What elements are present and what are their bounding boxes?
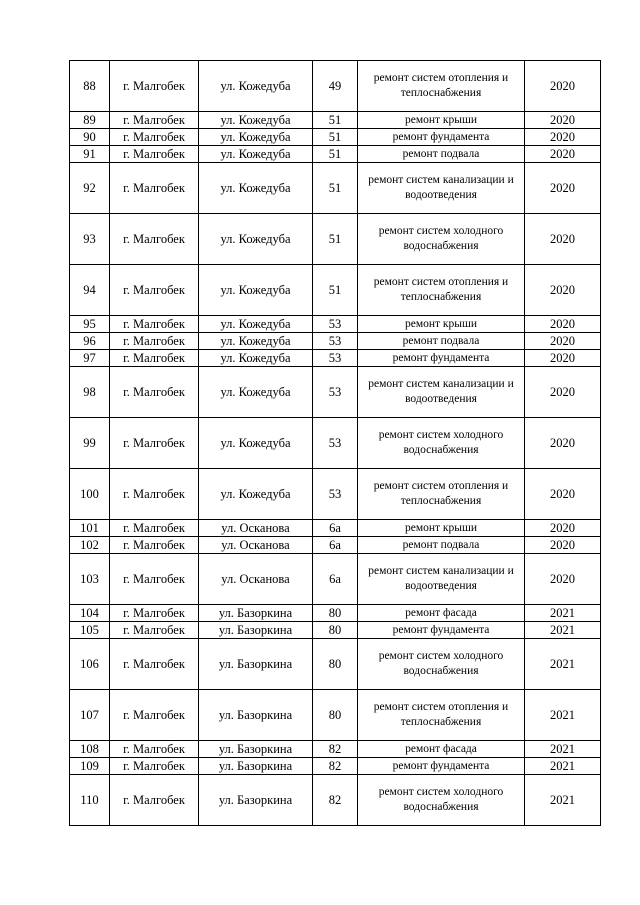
year-cell: 2021 [525, 639, 601, 690]
year-cell: 2020 [525, 418, 601, 469]
city-cell: г. Малгобек [110, 418, 199, 469]
city-cell: г. Малгобек [110, 605, 199, 622]
house-number-cell: 51 [313, 265, 358, 316]
street-cell: ул. Кожедуба [199, 316, 313, 333]
work-type-cell: ремонт фундамента [358, 758, 525, 775]
street-cell: ул. Базоркина [199, 605, 313, 622]
year-cell: 2020 [525, 129, 601, 146]
row-number-cell: 108 [70, 741, 110, 758]
city-cell: г. Малгобек [110, 367, 199, 418]
row-number-cell: 98 [70, 367, 110, 418]
city-cell: г. Малгобек [110, 316, 199, 333]
street-cell: ул. Кожедуба [199, 146, 313, 163]
work-type-cell: ремонт фундамента [358, 350, 525, 367]
row-number-cell: 101 [70, 520, 110, 537]
house-number-cell: 80 [313, 639, 358, 690]
house-number-cell: 6а [313, 537, 358, 554]
house-number-cell: 51 [313, 146, 358, 163]
work-type-cell: ремонт систем холодного водоснабжения [358, 418, 525, 469]
street-cell: ул. Кожедуба [199, 112, 313, 129]
house-number-cell: 51 [313, 163, 358, 214]
row-number-cell: 92 [70, 163, 110, 214]
work-type-cell: ремонт систем холодного водоснабжения [358, 639, 525, 690]
city-cell: г. Малгобек [110, 333, 199, 350]
table-row [70, 214, 601, 265]
street-cell: ул. Кожедуба [199, 367, 313, 418]
row-number-cell: 96 [70, 333, 110, 350]
city-cell: г. Малгобек [110, 129, 199, 146]
street-cell: ул. Кожедуба [199, 333, 313, 350]
street-cell: ул. Осканова [199, 520, 313, 537]
work-type-cell: ремонт систем холодного водоснабжения [358, 214, 525, 265]
house-number-cell: 6а [313, 520, 358, 537]
work-type-cell: ремонт фундамента [358, 622, 525, 639]
year-cell: 2021 [525, 758, 601, 775]
house-number-cell: 80 [313, 622, 358, 639]
work-type-cell: ремонт систем холодного водоснабжения [358, 775, 525, 826]
street-cell: ул. Кожедуба [199, 163, 313, 214]
street-cell: ул. Базоркина [199, 758, 313, 775]
work-type-cell: ремонт систем канализации и водоотведения [358, 554, 525, 605]
year-cell: 2020 [525, 316, 601, 333]
street-cell: ул. Базоркина [199, 639, 313, 690]
city-cell: г. Малгобек [110, 741, 199, 758]
table-row [70, 639, 601, 690]
row-number-cell: 100 [70, 469, 110, 520]
work-type-cell: ремонт систем отопления и теплоснабжения [358, 265, 525, 316]
street-cell: ул. Кожедуба [199, 350, 313, 367]
row-number-cell: 103 [70, 554, 110, 605]
row-number-cell: 106 [70, 639, 110, 690]
work-type-cell: ремонт систем отопления и теплоснабжения [358, 61, 525, 112]
work-type-cell: ремонт систем отопления и теплоснабжения [358, 690, 525, 741]
year-cell: 2020 [525, 367, 601, 418]
street-cell: ул. Кожедуба [199, 265, 313, 316]
row-number-cell: 104 [70, 605, 110, 622]
row-number-cell: 95 [70, 316, 110, 333]
row-number-cell: 105 [70, 622, 110, 639]
year-cell: 2021 [525, 622, 601, 639]
table-row [70, 61, 601, 112]
city-cell: г. Малгобек [110, 214, 199, 265]
table-row [70, 758, 601, 775]
row-number-cell: 97 [70, 350, 110, 367]
row-number-cell: 99 [70, 418, 110, 469]
house-number-cell: 80 [313, 690, 358, 741]
street-cell: ул. Базоркина [199, 690, 313, 741]
city-cell: г. Малгобек [110, 146, 199, 163]
year-cell: 2020 [525, 350, 601, 367]
row-number-cell: 93 [70, 214, 110, 265]
work-type-cell: ремонт фундамента [358, 129, 525, 146]
city-cell: г. Малгобек [110, 622, 199, 639]
table-row [70, 469, 601, 520]
city-cell: г. Малгобек [110, 690, 199, 741]
row-number-cell: 91 [70, 146, 110, 163]
year-cell: 2020 [525, 520, 601, 537]
house-number-cell: 82 [313, 758, 358, 775]
row-number-cell: 107 [70, 690, 110, 741]
year-cell: 2020 [525, 146, 601, 163]
table-row [70, 146, 601, 163]
year-cell: 2020 [525, 163, 601, 214]
table-row [70, 112, 601, 129]
street-cell: ул. Базоркина [199, 775, 313, 826]
row-number-cell: 90 [70, 129, 110, 146]
year-cell: 2020 [525, 61, 601, 112]
street-cell: ул. Кожедуба [199, 61, 313, 112]
row-number-cell: 110 [70, 775, 110, 826]
table-row [70, 741, 601, 758]
table-row [70, 129, 601, 146]
work-type-cell: ремонт систем канализации и водоотведения [358, 367, 525, 418]
house-number-cell: 53 [313, 367, 358, 418]
table-row [70, 367, 601, 418]
row-number-cell: 89 [70, 112, 110, 129]
city-cell: г. Малгобек [110, 639, 199, 690]
city-cell: г. Малгобек [110, 537, 199, 554]
table-row [70, 418, 601, 469]
table-row [70, 622, 601, 639]
house-number-cell: 53 [313, 469, 358, 520]
row-number-cell: 109 [70, 758, 110, 775]
street-cell: ул. Кожедуба [199, 214, 313, 265]
city-cell: г. Малгобек [110, 350, 199, 367]
house-number-cell: 53 [313, 350, 358, 367]
city-cell: г. Малгобек [110, 265, 199, 316]
repair-schedule-table [69, 60, 601, 826]
work-type-cell: ремонт крыши [358, 112, 525, 129]
city-cell: г. Малгобек [110, 61, 199, 112]
city-cell: г. Малгобек [110, 469, 199, 520]
street-cell: ул. Кожедуба [199, 418, 313, 469]
year-cell: 2021 [525, 690, 601, 741]
year-cell: 2020 [525, 112, 601, 129]
work-type-cell: ремонт подвала [358, 537, 525, 554]
row-number-cell: 88 [70, 61, 110, 112]
table-row [70, 690, 601, 741]
street-cell: ул. Базоркина [199, 741, 313, 758]
street-cell: ул. Кожедуба [199, 129, 313, 146]
year-cell: 2020 [525, 265, 601, 316]
city-cell: г. Малгобек [110, 112, 199, 129]
table-row [70, 554, 601, 605]
city-cell: г. Малгобек [110, 775, 199, 826]
table-row [70, 265, 601, 316]
year-cell: 2021 [525, 605, 601, 622]
year-cell: 2021 [525, 775, 601, 826]
work-type-cell: ремонт подвала [358, 146, 525, 163]
house-number-cell: 82 [313, 775, 358, 826]
city-cell: г. Малгобек [110, 554, 199, 605]
work-type-cell: ремонт крыши [358, 316, 525, 333]
street-cell: ул. Осканова [199, 554, 313, 605]
table-row [70, 333, 601, 350]
year-cell: 2020 [525, 333, 601, 350]
table-row [70, 775, 601, 826]
house-number-cell: 53 [313, 316, 358, 333]
work-type-cell: ремонт фасада [358, 741, 525, 758]
street-cell: ул. Осканова [199, 537, 313, 554]
house-number-cell: 51 [313, 129, 358, 146]
row-number-cell: 94 [70, 265, 110, 316]
work-type-cell: ремонт крыши [358, 520, 525, 537]
row-number-cell: 102 [70, 537, 110, 554]
table-body [70, 61, 601, 826]
table-row [70, 316, 601, 333]
house-number-cell: 53 [313, 418, 358, 469]
work-type-cell: ремонт подвала [358, 333, 525, 350]
city-cell: г. Малгобек [110, 758, 199, 775]
year-cell: 2020 [525, 214, 601, 265]
street-cell: ул. Кожедуба [199, 469, 313, 520]
table-row [70, 350, 601, 367]
city-cell: г. Малгобек [110, 163, 199, 214]
house-number-cell: 82 [313, 741, 358, 758]
table-row [70, 520, 601, 537]
house-number-cell: 80 [313, 605, 358, 622]
year-cell: 2020 [525, 537, 601, 554]
house-number-cell: 6а [313, 554, 358, 605]
year-cell: 2021 [525, 741, 601, 758]
city-cell: г. Малгобек [110, 520, 199, 537]
year-cell: 2020 [525, 554, 601, 605]
table-row [70, 537, 601, 554]
year-cell: 2020 [525, 469, 601, 520]
table-row [70, 163, 601, 214]
street-cell: ул. Базоркина [199, 622, 313, 639]
work-type-cell: ремонт фасада [358, 605, 525, 622]
work-type-cell: ремонт систем отопления и теплоснабжения [358, 469, 525, 520]
house-number-cell: 49 [313, 61, 358, 112]
house-number-cell: 53 [313, 333, 358, 350]
table-row [70, 605, 601, 622]
house-number-cell: 51 [313, 112, 358, 129]
work-type-cell: ремонт систем канализации и водоотведения [358, 163, 525, 214]
house-number-cell: 51 [313, 214, 358, 265]
